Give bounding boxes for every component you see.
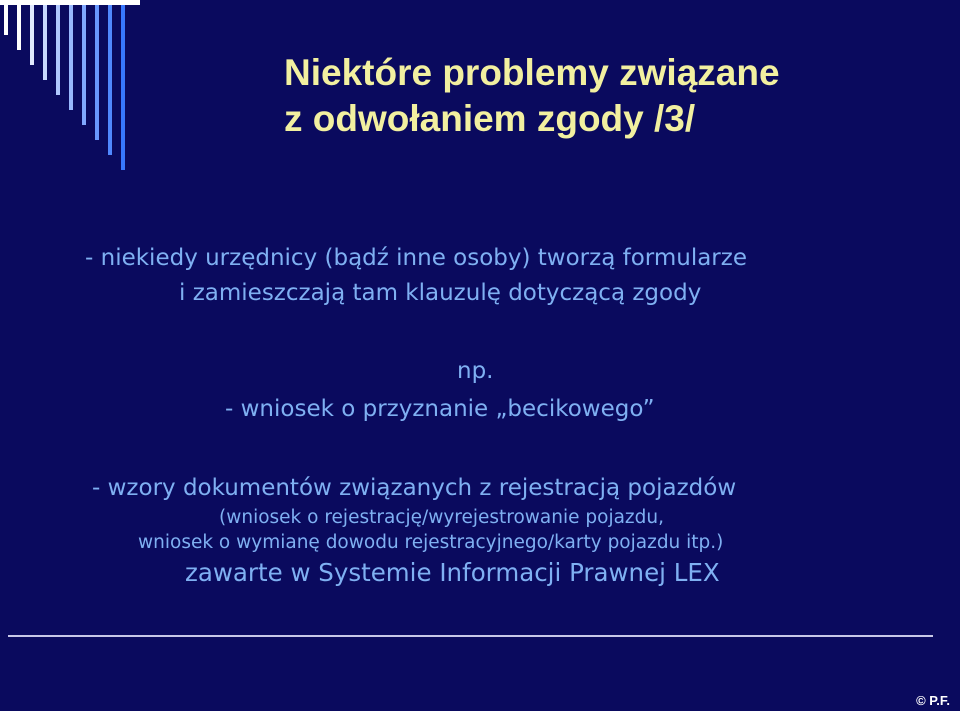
example-becikowe: - wniosek o przyznanie „becikowego” xyxy=(225,396,655,422)
bullet-officials-forms: - niekiedy urzędnicy (bądź inne osoby) tworzą formularze xyxy=(85,245,747,271)
example-label: np. xyxy=(457,358,494,384)
decorative-bar xyxy=(108,5,112,155)
decorative-bar xyxy=(69,5,73,110)
decorative-bar xyxy=(56,5,60,95)
decorative-bars xyxy=(0,0,140,175)
horizontal-rule xyxy=(8,635,933,637)
bullet-officials-forms-cont: i zamieszczają tam klauzulę dotyczącą zgody xyxy=(179,280,702,306)
vehicle-documents-detail-2: wniosek o wymianę dowodu rejestracyjnego/karty pojazdu itp.) xyxy=(138,532,724,553)
decorative-bar xyxy=(95,5,99,140)
decorative-bar xyxy=(4,5,8,35)
vehicle-documents-detail-1: (wniosek o rejestrację/wyrejestrowanie pojazdu, xyxy=(219,507,664,528)
copyright-text: © P.F. xyxy=(916,693,950,708)
title-line-2: z odwołaniem zgody /3/ xyxy=(284,98,696,139)
decorative-bar xyxy=(17,5,21,50)
decorative-bar xyxy=(30,5,34,65)
lex-system-line: zawarte w Systemie Informacji Prawnej LEX xyxy=(185,558,720,587)
decorative-bar xyxy=(43,5,47,80)
slide-title xyxy=(284,50,944,142)
title-line-1: Niektóre problemy związane xyxy=(284,52,780,93)
decorative-bar xyxy=(121,5,125,170)
decorative-bar xyxy=(82,5,86,125)
bullet-vehicle-documents: - wzory dokumentów związanych z rejestracją pojazdów xyxy=(92,475,737,501)
